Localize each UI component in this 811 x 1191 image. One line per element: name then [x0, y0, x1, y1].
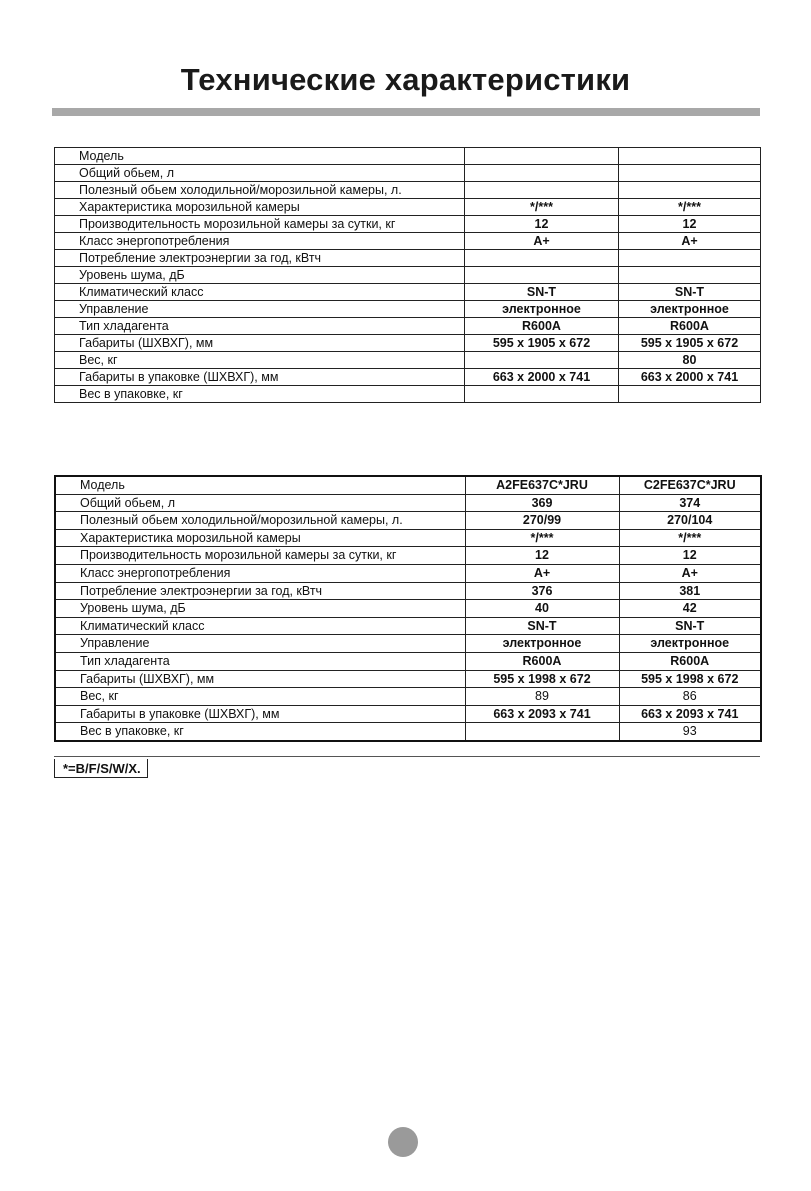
table-row: [55, 652, 761, 670]
row-label: Вес, кг: [55, 688, 465, 706]
row-value-1: R600A: [465, 652, 619, 670]
spec-table-2: [54, 475, 762, 742]
row-label: Вес в упаковке, кг: [55, 386, 465, 403]
row-value-1: A+: [465, 233, 619, 250]
table-row: [55, 723, 761, 741]
row-value-1: [465, 182, 619, 199]
row-value-1: 369: [465, 494, 619, 512]
row-label: Полезный обьем холодильной/морозильной камеры, л.: [55, 512, 465, 530]
table-row: [55, 635, 761, 653]
header-model-2: C2FE637C*JRU: [619, 476, 761, 494]
row-value-1: */***: [465, 529, 619, 547]
footnote: *=B/F/S/W/X.: [54, 759, 148, 778]
table-row: [55, 284, 761, 301]
header-model-1: [465, 148, 619, 165]
row-value-2: 663 x 2093 x 741: [619, 705, 761, 723]
row-label: Класс энергопотребления: [55, 233, 465, 250]
footnote-divider: [54, 756, 760, 757]
row-value-2: 93: [619, 723, 761, 741]
row-label: Климатический класс: [55, 284, 465, 301]
row-label: Полезный обьем холодильной/морозильной камеры, л.: [55, 182, 465, 199]
row-label: Габариты в упаковке (ШХВХГ), мм: [55, 369, 465, 386]
row-label: Управление: [55, 301, 465, 318]
table-row: [55, 582, 761, 600]
row-value-1: электронное: [465, 301, 619, 318]
row-value-1: 663 x 2093 x 741: [465, 705, 619, 723]
row-value-1: [465, 165, 619, 182]
row-label: Габариты (ШХВХГ), мм: [55, 670, 465, 688]
row-value-1: 40: [465, 600, 619, 618]
row-value-2: R600A: [619, 318, 761, 335]
header-model-1: A2FE637C*JRU: [465, 476, 619, 494]
row-value-2: [619, 267, 761, 284]
row-label: Тип хладагента: [55, 318, 465, 335]
row-label: Вес, кг: [55, 352, 465, 369]
row-label: Уровень шума, дБ: [55, 267, 465, 284]
row-label: Управление: [55, 635, 465, 653]
table-row: [55, 512, 761, 530]
row-value-1: 595 x 1998 x 672: [465, 670, 619, 688]
table-row: [55, 369, 761, 386]
row-value-2: */***: [619, 199, 761, 216]
row-label: Потребление электроэнергии за год, кВтч: [55, 250, 465, 267]
row-value-1: [465, 250, 619, 267]
row-value-2: [619, 165, 761, 182]
row-label: Габариты в упаковке (ШХВХГ), мм: [55, 705, 465, 723]
row-value-2: 270/104: [619, 512, 761, 530]
row-value-1: электронное: [465, 635, 619, 653]
table-row: [55, 386, 761, 403]
table-row: [55, 352, 761, 369]
row-label: Тип хладагента: [55, 652, 465, 670]
row-value-2: 12: [619, 216, 761, 233]
row-value-1: 12: [465, 547, 619, 565]
table-header-row: [55, 148, 761, 165]
row-label: Производительность морозильной камеры за сутки, кг: [55, 216, 465, 233]
row-label: Характеристика морозильной камеры: [55, 529, 465, 547]
row-value-2: [619, 250, 761, 267]
row-value-2: 80: [619, 352, 761, 369]
row-value-2: SN-T: [619, 617, 761, 635]
row-value-2: электронное: [619, 301, 761, 318]
row-value-2: R600A: [619, 652, 761, 670]
table-row: [55, 267, 761, 284]
row-value-1: 89: [465, 688, 619, 706]
row-value-2: 374: [619, 494, 761, 512]
table-row: [55, 547, 761, 565]
table-row: [55, 233, 761, 250]
row-label: Общий обьем, л: [55, 165, 465, 182]
table-row: [55, 165, 761, 182]
row-value-2: 86: [619, 688, 761, 706]
row-label: Вес в упаковке, кг: [55, 723, 465, 741]
page-title: Технические характеристики: [180, 62, 631, 97]
table-row: [55, 670, 761, 688]
row-label: Уровень шума, дБ: [55, 600, 465, 618]
table-row: [55, 301, 761, 318]
table-row: [55, 529, 761, 547]
table-row: [55, 199, 761, 216]
row-value-1: [465, 267, 619, 284]
row-value-1: [465, 352, 619, 369]
row-value-1: */***: [465, 199, 619, 216]
row-value-2: 42: [619, 600, 761, 618]
header-model-2: [619, 148, 761, 165]
row-value-2: 595 x 1998 x 672: [619, 670, 761, 688]
table-row: [55, 688, 761, 706]
row-value-1: SN-T: [465, 617, 619, 635]
row-value-1: R600A: [465, 318, 619, 335]
row-value-2: 595 x 1905 x 672: [619, 335, 761, 352]
table-row: [55, 617, 761, 635]
row-value-1: SN-T: [465, 284, 619, 301]
row-value-2: 381: [619, 582, 761, 600]
table-row: [55, 250, 761, 267]
row-label: Общий обьем, л: [55, 494, 465, 512]
row-label: Класс энергопотребления: [55, 564, 465, 582]
row-value-2: A+: [619, 564, 761, 582]
row-value-2: 663 x 2000 x 741: [619, 369, 761, 386]
row-value-2: [619, 386, 761, 403]
row-value-1: 595 x 1905 x 672: [465, 335, 619, 352]
row-label: Потребление электроэнергии за год, кВтч: [55, 582, 465, 600]
table-row: [55, 182, 761, 199]
table-row: [55, 216, 761, 233]
title-divider: [52, 108, 760, 116]
row-value-2: 12: [619, 547, 761, 565]
row-value-2: электронное: [619, 635, 761, 653]
table-row: [55, 318, 761, 335]
table-row: [55, 564, 761, 582]
row-value-2: */***: [619, 529, 761, 547]
row-label: Габариты (ШХВХГ), мм: [55, 335, 465, 352]
table-row: [55, 494, 761, 512]
row-value-1: 376: [465, 582, 619, 600]
row-value-1: [465, 723, 619, 741]
header-label: Модель: [55, 476, 465, 494]
table-row: [55, 705, 761, 723]
table-row: [55, 335, 761, 352]
row-value-1: 270/99: [465, 512, 619, 530]
row-value-2: A+: [619, 233, 761, 250]
table-row: [55, 600, 761, 618]
table-header-row: [55, 476, 761, 494]
row-label: Производительность морозильной камеры за сутки, кг: [55, 547, 465, 565]
header-label: Модель: [55, 148, 465, 165]
row-value-2: SN-T: [619, 284, 761, 301]
row-value-1: A+: [465, 564, 619, 582]
row-label: Климатический класс: [55, 617, 465, 635]
spec-table-1: [54, 147, 761, 403]
row-label: Характеристика морозильной камеры: [55, 199, 465, 216]
row-value-2: [619, 182, 761, 199]
row-value-1: 663 x 2000 x 741: [465, 369, 619, 386]
row-value-1: 12: [465, 216, 619, 233]
row-value-1: [465, 386, 619, 403]
page-marker-circle: [388, 1127, 418, 1157]
